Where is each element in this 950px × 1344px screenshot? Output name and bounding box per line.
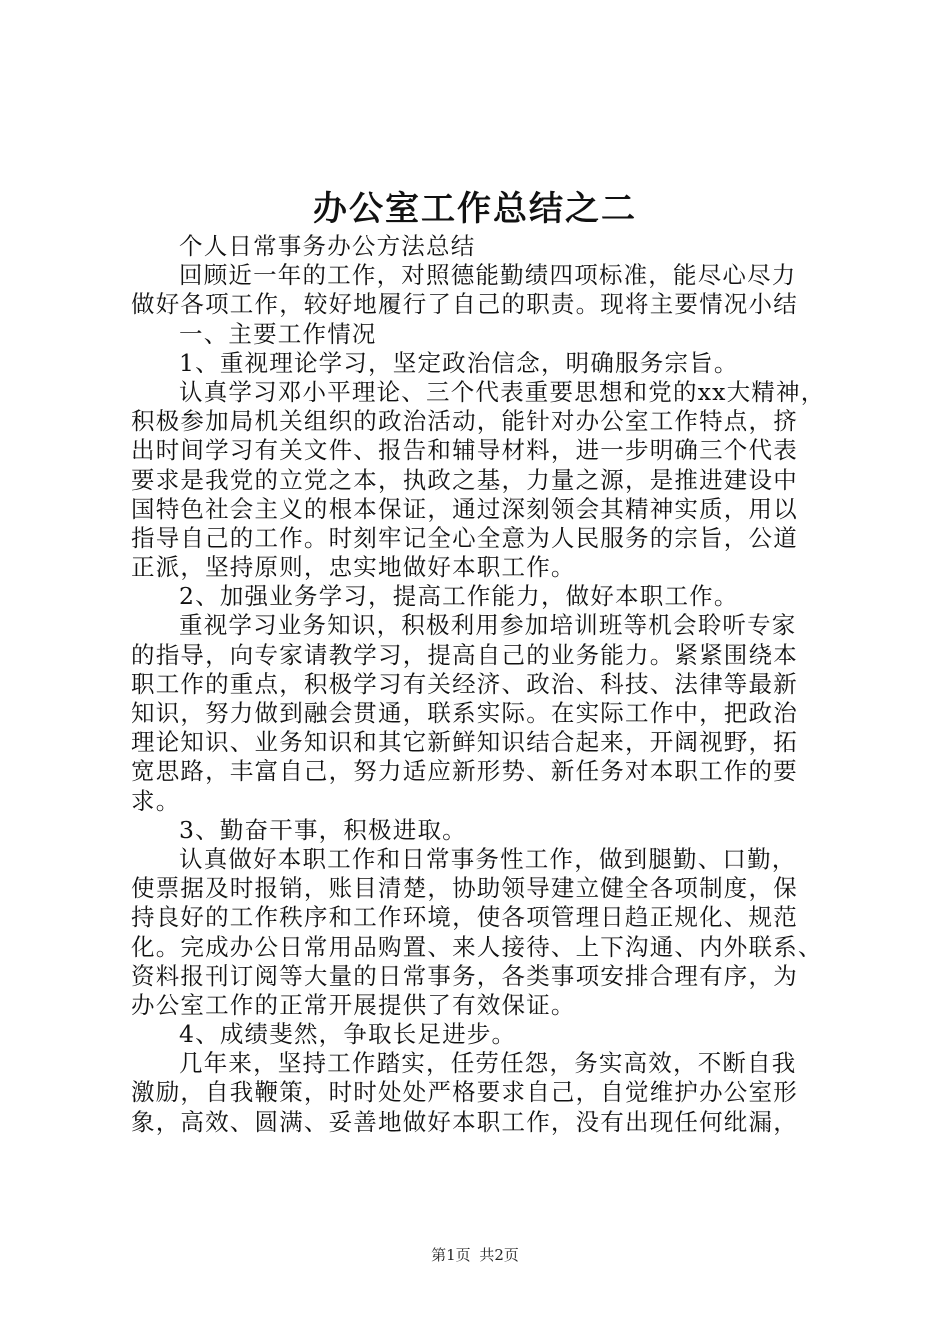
paragraph-line: 国特色社会主义的根本保证，通过深刻领会其精神实质，用以 <box>131 494 798 523</box>
subtitle-line: 个人日常事务办公方法总结 <box>179 232 476 260</box>
paragraph-line: 资料报刊订阅等大量的日常事务，各类事项安排合理有序，为 <box>131 961 798 990</box>
paragraph-line: 使票据及时报销，账目清楚，协助领导建立健全各项制度，保 <box>131 874 798 903</box>
page-total: 共2页 <box>479 1246 519 1264</box>
document-body <box>131 232 831 1137</box>
page-footer <box>0 1244 950 1266</box>
paragraph-line: 几年来，坚持工作踏实，任劳任怨，务实高效，不断自我 <box>179 1049 797 1078</box>
paragraph-line: 知识，努力做到融会贯通，联系实际。在实际工作中，把政治 <box>131 699 798 727</box>
paragraph-line: 回顾近一年的工作，对照德能勤绩四项标准，能尽心尽力 <box>179 261 797 290</box>
paragraph-line: 职工作的重点，积极学习有关经济、政治、科技、法律等最新 <box>131 669 798 698</box>
paragraph-line: 积极参加局机关组织的政治活动，能针对办公室工作特点，挤 <box>131 407 798 436</box>
item-heading: 1、重视理论学习，坚定政治信念，明确服务宗旨。 <box>179 348 739 377</box>
page-number: 第1页 <box>431 1246 471 1264</box>
paragraph-line: 认真学习邓小平理论、三个代表重要思想和党的xx大精神， <box>179 377 826 406</box>
document-title: 办公室工作总结之二 <box>313 189 637 229</box>
paragraph-line: 指导自己的工作。时刻牢记全心全意为人民服务的宗旨，公道 <box>131 523 798 552</box>
section-heading: 一、主要工作情况 <box>179 319 377 348</box>
paragraph-line: 化。完成办公日常用品购置、来人接待、上下沟通、内外联系、 <box>131 932 823 961</box>
paragraph-line: 激励，自我鞭策，时时处处严格要求自己，自觉维护办公室形 <box>131 1078 798 1107</box>
paragraph-line: 宽思路，丰富自己，努力适应新形势、新任务对本职工作的要 <box>131 757 798 786</box>
paragraph-line: 持良好的工作秩序和工作环境，使各项管理日趋正规化、规范 <box>131 903 798 932</box>
paragraph-line: 象，高效、圆满、妥善地做好本职工作，没有出现任何纰漏， <box>131 1107 798 1136</box>
item-heading: 2、加强业务学习，提高工作能力，做好本职工作。 <box>179 582 739 611</box>
paragraph-line: 理论知识、业务知识和其它新鲜知识结合起来，开阔视野，拓 <box>131 728 798 757</box>
item-heading: 4、成绩斐然，争取长足进步。 <box>179 1020 517 1049</box>
paragraph-line: 要求是我党的立党之本，执政之基，力量之源，是推进建设中 <box>131 465 798 494</box>
paragraph-line: 出时间学习有关文件、报告和辅导材料，进一步明确三个代表 <box>131 436 798 465</box>
item-heading: 3、勤奋干事，积极进取。 <box>179 815 467 844</box>
paragraph-line: 求。 <box>131 786 181 815</box>
paragraph-line: 正派，坚持原则，忠实地做好本职工作。 <box>131 553 576 582</box>
paragraph-line: 的指导，向专家请教学习，提高自己的业务能力。紧紧围绕本 <box>131 640 798 669</box>
paragraph-line: 做好各项工作，较好地履行了自己的职责。现将主要情况小结 <box>131 290 798 319</box>
paragraph-line: 重视学习业务知识，积极利用参加培训班等机会聆听专家 <box>179 611 797 640</box>
paragraph-line: 认真做好本职工作和日常事务性工作，做到腿勤、口勤， <box>179 844 797 873</box>
paragraph-line: 办公室工作的正常开展提供了有效保证。 <box>131 990 576 1019</box>
